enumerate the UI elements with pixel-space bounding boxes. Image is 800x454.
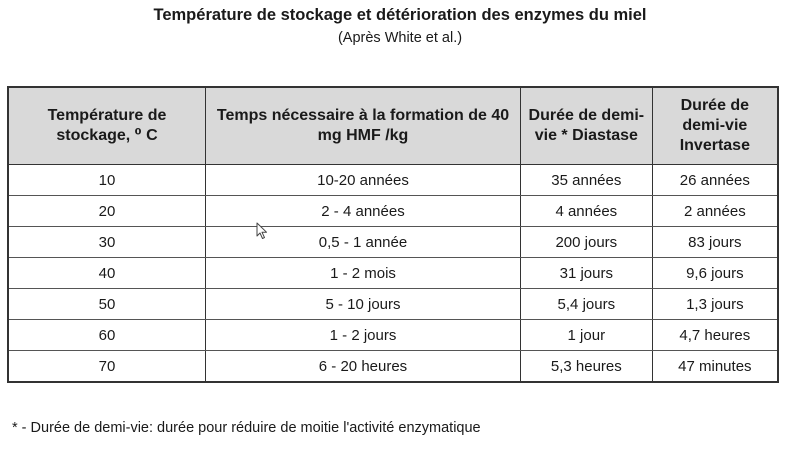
- cell-hmf-time: 2 - 4 années: [206, 196, 521, 227]
- header-hmf-formation-time: Temps nécessaire à la formation de 40 mg HMF /kg: [206, 87, 521, 165]
- data-table: [7, 86, 779, 383]
- cell-hmf-time: 1 - 2 jours: [206, 320, 521, 351]
- table-row: [8, 320, 778, 351]
- cell-temperature: 40: [8, 258, 206, 289]
- table-row: [8, 165, 778, 196]
- cell-diastase: 200 jours: [520, 227, 652, 258]
- header-invertase-half-life: Durée de demi-vie Invertase: [652, 87, 778, 165]
- table-row: [8, 258, 778, 289]
- cell-temperature: 70: [8, 351, 206, 383]
- cell-invertase: 47 minutes: [652, 351, 778, 383]
- cell-invertase: 1,3 jours: [652, 289, 778, 320]
- table-row: [8, 227, 778, 258]
- cell-diastase: 4 années: [520, 196, 652, 227]
- table-row: [8, 196, 778, 227]
- table-row: [8, 289, 778, 320]
- cell-invertase: 4,7 heures: [652, 320, 778, 351]
- page-title: Température de stockage et détérioration des enzymes du miel: [153, 6, 647, 24]
- cell-diastase: 5,4 jours: [520, 289, 652, 320]
- cell-diastase: 5,3 heures: [520, 351, 652, 383]
- cell-hmf-time: 6 - 20 heures: [206, 351, 521, 383]
- cell-invertase: 83 jours: [652, 227, 778, 258]
- header-diastase-half-life: Durée de demi-vie * Diastase: [520, 87, 652, 165]
- footnote: * - Durée de demi-vie: durée pour réduire de moitie l'activité enzymatique: [12, 420, 481, 436]
- cell-hmf-time: 0,5 - 1 année: [206, 227, 521, 258]
- cell-temperature: 60: [8, 320, 206, 351]
- cell-hmf-time: 5 - 10 jours: [206, 289, 521, 320]
- cell-diastase: 1 jour: [520, 320, 652, 351]
- cell-temperature: 20: [8, 196, 206, 227]
- page-subtitle: (Après White et al.): [337, 30, 463, 46]
- cell-diastase: 31 jours: [520, 258, 652, 289]
- cell-temperature: 30: [8, 227, 206, 258]
- table-row: [8, 351, 778, 383]
- header-storage-temperature: Température de stockage, ⁰ C: [8, 87, 206, 165]
- cell-hmf-time: 10-20 années: [206, 165, 521, 196]
- cell-invertase: 2 années: [652, 196, 778, 227]
- mouse-pointer-icon: [256, 222, 268, 240]
- table-header-row: [8, 87, 778, 165]
- cell-invertase: 9,6 jours: [652, 258, 778, 289]
- cell-temperature: 10: [8, 165, 206, 196]
- cell-temperature: 50: [8, 289, 206, 320]
- cell-diastase: 35 années: [520, 165, 652, 196]
- cell-hmf-time: 1 - 2 mois: [206, 258, 521, 289]
- cell-invertase: 26 années: [652, 165, 778, 196]
